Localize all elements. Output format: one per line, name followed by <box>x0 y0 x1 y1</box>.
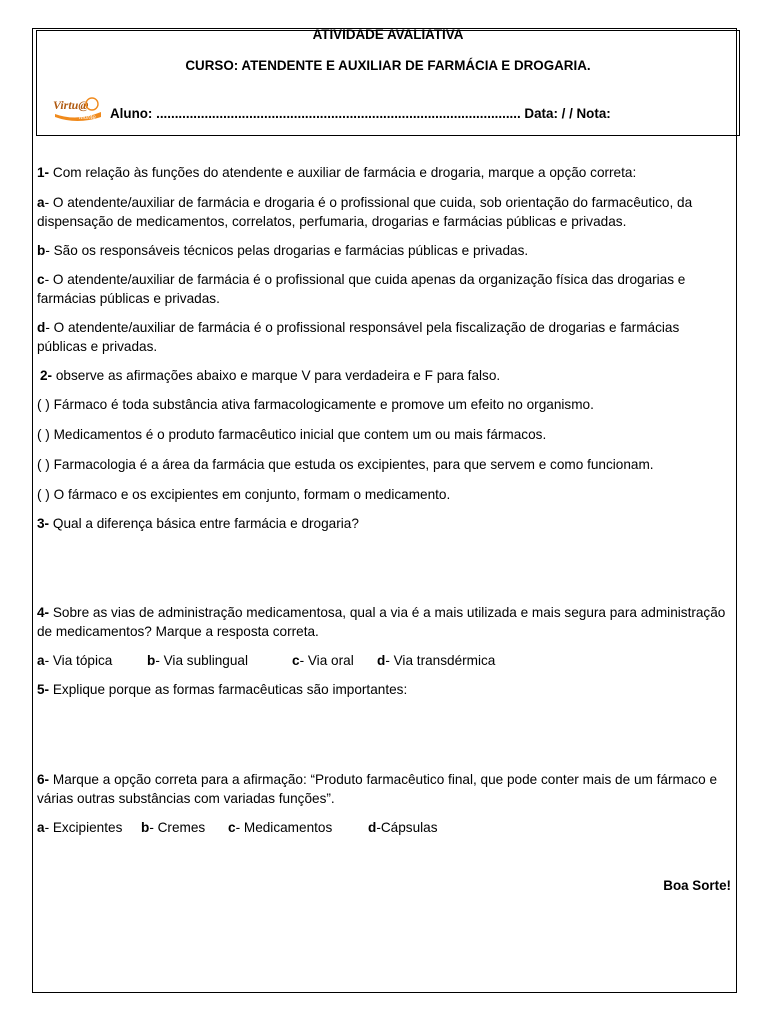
good-luck-sign: Boa Sorte! <box>663 878 731 893</box>
question-2 <box>40 367 730 386</box>
question-text: Qual a diferença básica entre farmácia e drogaria? <box>49 516 359 531</box>
logo-subtext: Monte <box>79 115 96 121</box>
option-letter: d <box>37 320 46 335</box>
q1-option-b <box>37 242 727 261</box>
header-box <box>36 27 740 136</box>
q2-item-4: ( ) O fármaco e os excipientes em conjunto, formam o medicamento. <box>37 487 451 502</box>
question-number: 5- <box>37 682 50 697</box>
q4-option-c: c- Via oral <box>292 653 354 668</box>
q6-option-a: a- Excipientes <box>37 820 123 835</box>
question-text: Sobre as vias de administração medicamentosa, qual a via é a mais utilizada e mais segura para administração de medicamentos? Marque a resposta correta. <box>37 605 726 639</box>
question-number: 3- <box>37 516 50 531</box>
question-text: Com relação às funções do atendente e auxiliar de farmácia e drogaria, marque a opção correta: <box>49 165 637 180</box>
question-text: Marque a opção correta para a afirmação: “Produto farmacêutico final, que pode conter mais de um fármaco e várias outras substâncias com variadas funções”. <box>37 772 718 806</box>
q4-option-d: d- Via transdérmica <box>377 653 496 668</box>
school-logo <box>51 95 103 121</box>
question-6 <box>37 771 727 808</box>
page-title: ATIVIDADE AVALIATIVA <box>312 27 464 42</box>
option-letter: b <box>37 243 46 258</box>
question-3 <box>37 515 727 534</box>
question-5 <box>37 681 727 700</box>
q2-item-3: ( ) Farmacologia é a área da farmácia que estuda os excipientes, para que servem e como funcionam. <box>37 457 654 472</box>
question-1 <box>37 164 727 183</box>
student-info-line: Aluno: .................................................................................................. Data: / / Nota: <box>110 106 611 121</box>
question-text: Explique porque as formas farmacêuticas são importantes: <box>49 682 408 697</box>
option-text: - O atendente/auxiliar de farmácia é o profissional que cuida apenas da organização física das drogarias e farmácias públicas e privadas. <box>37 272 686 306</box>
q6-options <box>37 819 727 838</box>
question-number: 6- <box>37 772 50 787</box>
q6-option-c: c- Medicamentos <box>228 820 333 835</box>
q4-option-b: b- Via sublingual <box>147 653 249 668</box>
logo-text: Virtu@ <box>53 98 89 112</box>
option-text: - O atendente/auxiliar de farmácia e drogaria é o profissional que cuida, sob orientação do farmacêutico, da dispensação de medicamentos, correlatos, perfumaria, drogarias e farmácias públicas e privadas. <box>37 195 693 229</box>
option-text: - São os responsáveis técnicos pelas drogarias e farmácias públicas e privadas. <box>45 243 529 258</box>
option-text: - O atendente/auxiliar de farmácia é o profissional responsável pela fiscalização de drogarias e farmácias públicas e privadas. <box>37 320 680 354</box>
q4-options <box>37 652 727 671</box>
question-number: 2- <box>40 368 53 383</box>
q6-option-d: d-Cápsulas <box>368 820 438 835</box>
q1-option-d <box>37 319 727 356</box>
q1-option-a <box>37 194 727 231</box>
course-title: CURSO: ATENDENTE E AUXILIAR DE FARMÁCIA E DROGARIA. <box>185 58 591 73</box>
q4-option-a: a- Via tópica <box>37 653 113 668</box>
question-text: observe as afirmações abaixo e marque V para verdadeira e F para falso. <box>52 368 501 383</box>
question-4 <box>37 604 727 641</box>
q6-option-b: b- Cremes <box>141 820 206 835</box>
q2-item-2: ( ) Medicamentos é o produto farmacêutico inicial que contem um ou mais fármacos. <box>37 427 547 442</box>
option-letter: c <box>37 272 45 287</box>
q2-item-1: ( ) Fármaco é toda substância ativa farmacologicamente e promove um efeito no organismo. <box>37 397 594 412</box>
option-letter: a <box>37 195 45 210</box>
q1-option-c <box>37 271 727 308</box>
question-number: 4- <box>37 605 50 620</box>
question-number: 1- <box>37 165 50 180</box>
